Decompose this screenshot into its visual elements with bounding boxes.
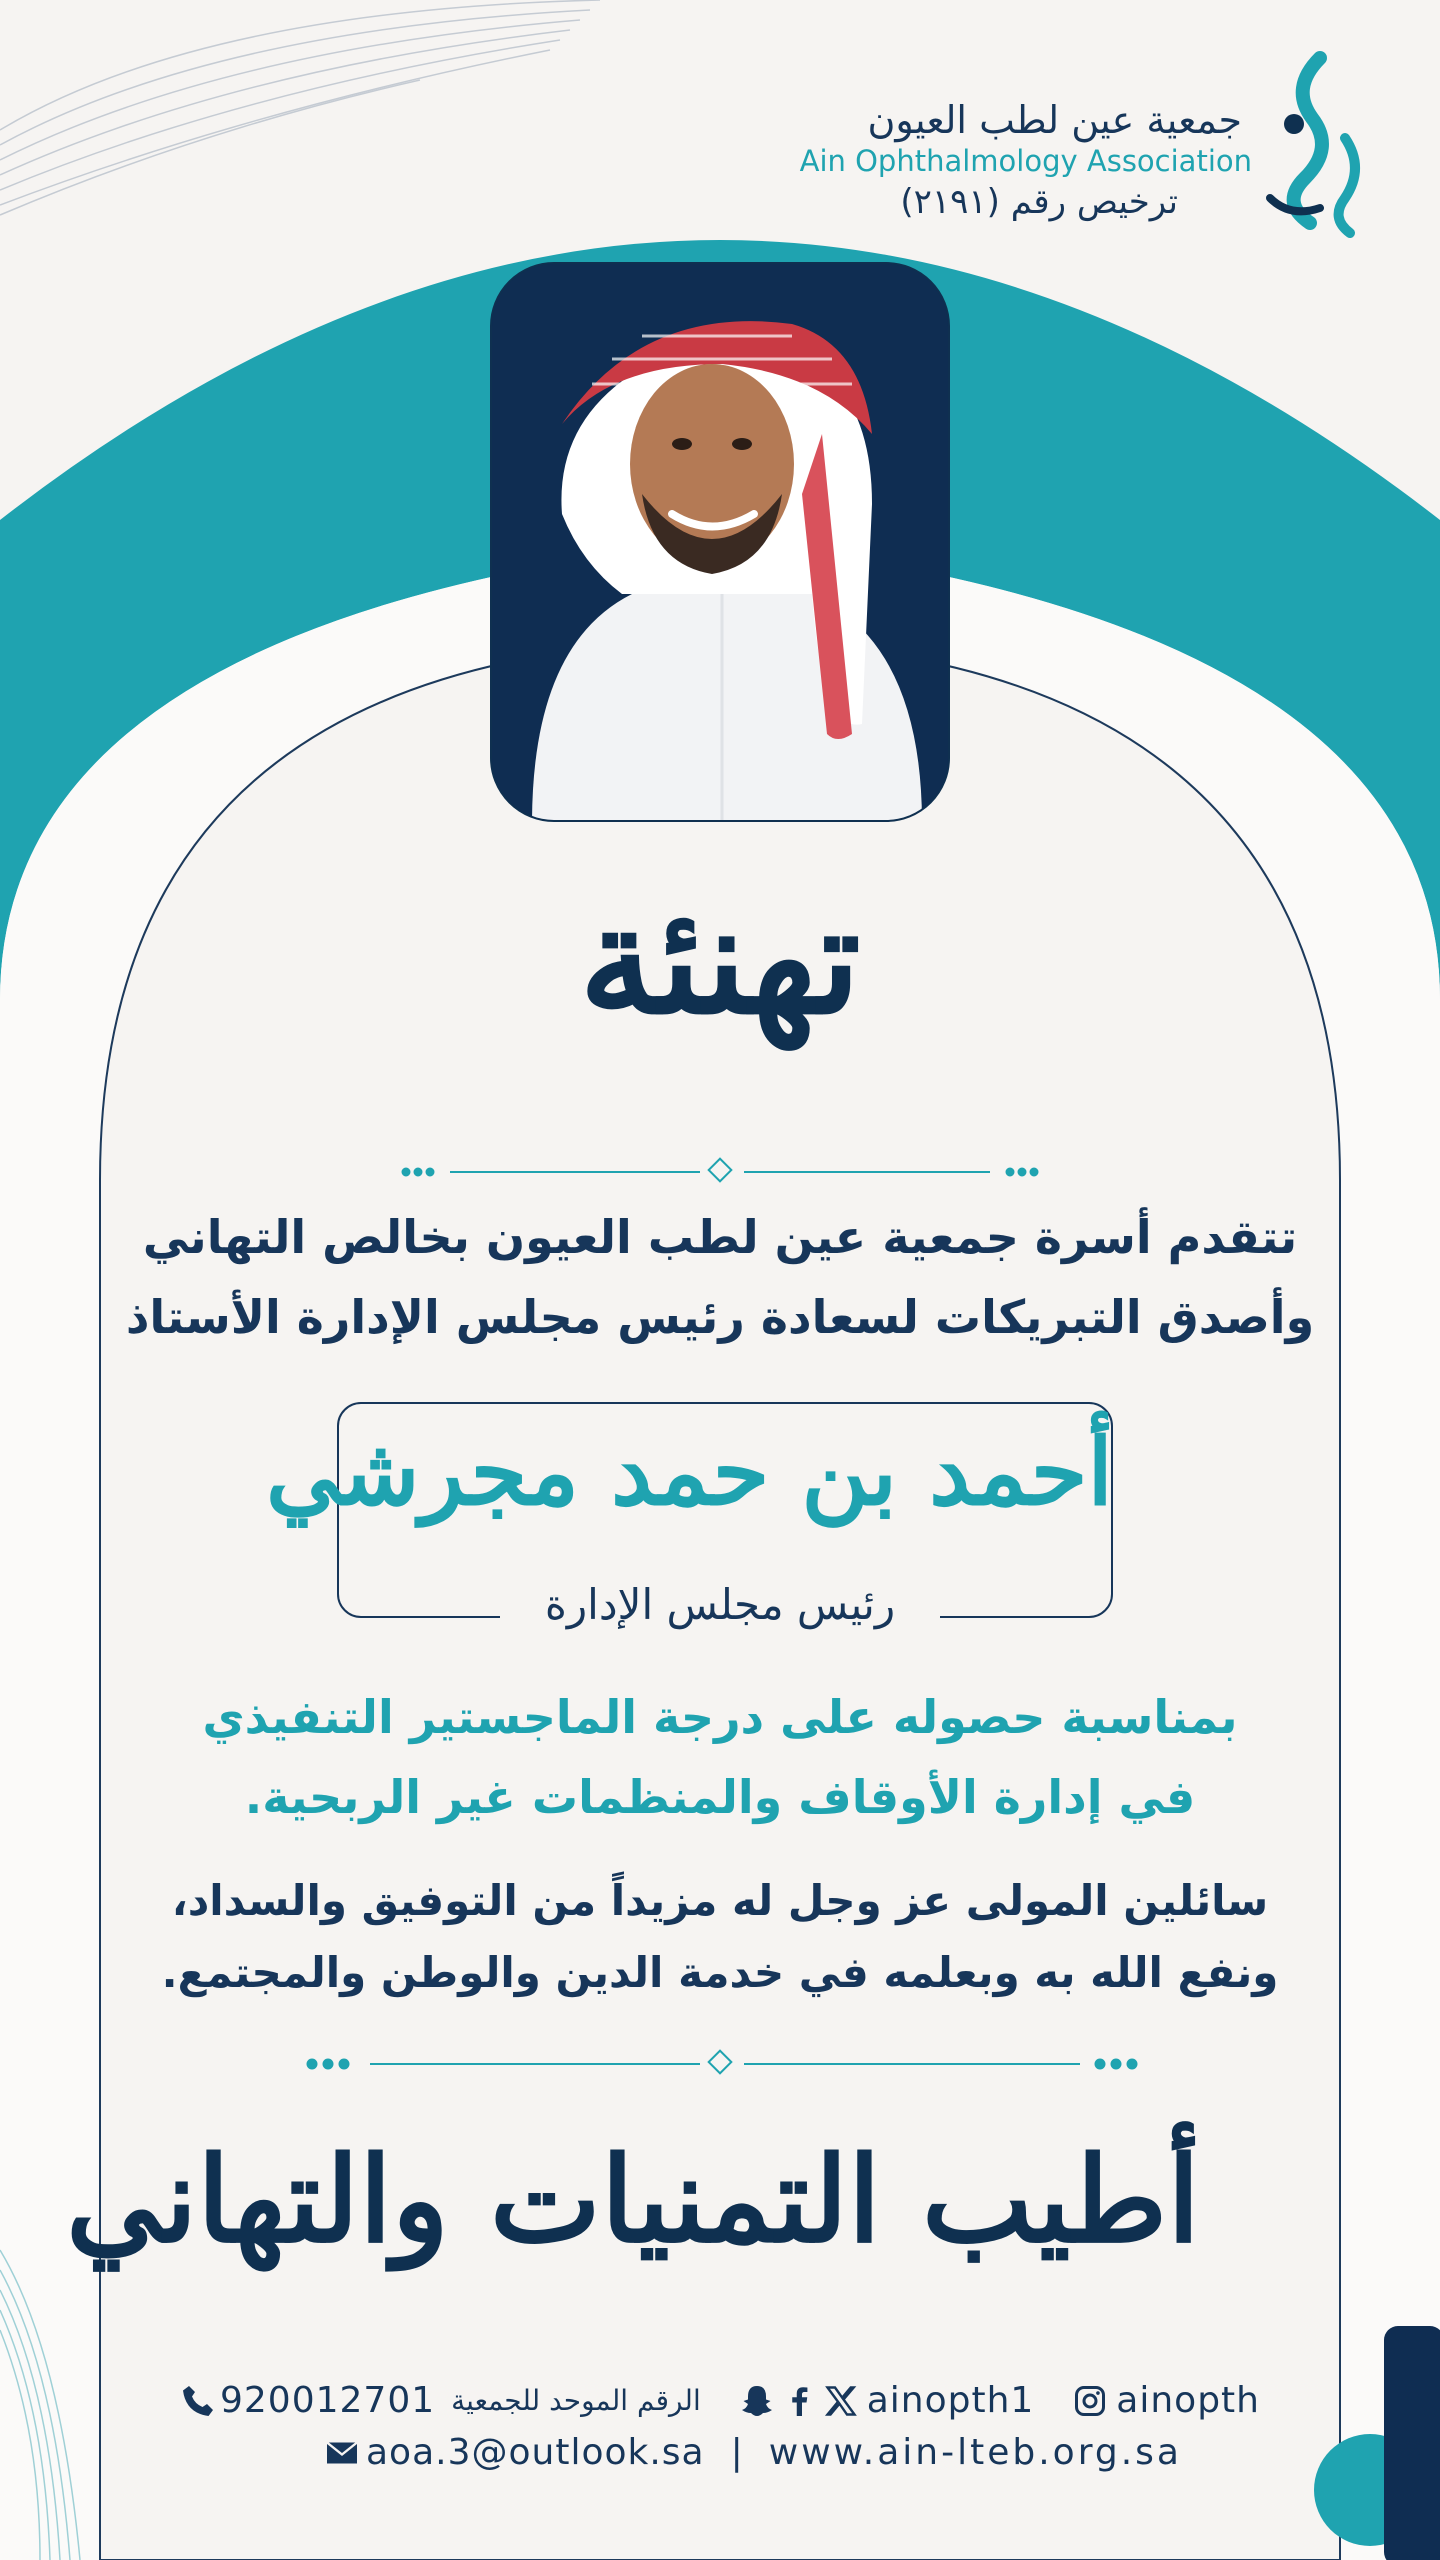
facebook-icon[interactable]	[781, 2383, 817, 2419]
association-logo	[1250, 48, 1380, 238]
honoree-photo	[490, 262, 950, 822]
honoree-position: رئيس مجلس الإدارة	[500, 1580, 940, 1629]
occasion-line-2: في إدارة الأوقاف والمنظمات غير الربحية.	[244, 1770, 1196, 1824]
social-group-2	[1072, 2380, 1260, 2421]
footer-separator: |	[730, 2432, 743, 2473]
closing-wishes: أطيب التمنيات والتهاني	[65, 2130, 1200, 2269]
org-name-arabic: جمعية عين لطب العيون	[867, 98, 1242, 142]
congratulations-title: تهنئة	[579, 872, 861, 1048]
intro-line-2: وأصدق التبريكات لسعادة رئيس مجلس الإدارة الأستاذ	[125, 1290, 1315, 1344]
email-icon	[324, 2435, 360, 2471]
phone-label: الرقم الموحد للجمعية	[451, 2384, 701, 2417]
navy-bar-decoration	[1384, 2326, 1440, 2560]
snapchat-icon[interactable]	[739, 2383, 775, 2419]
portrait-illustration	[492, 264, 950, 822]
occasion-line-1: بمناسبة حصوله على درجة الماجستير التنفيذي	[202, 1690, 1238, 1744]
license-number: ترخيص رقم (٢١٩١)	[900, 182, 1178, 222]
footer-contact-row	[180, 2380, 1260, 2421]
prayer-line-1: سائلين المولى عز وجل له مزيداً من التوفيق والسداد،	[171, 1876, 1269, 1925]
social-handle-1[interactable]: ainopth1	[866, 2380, 1035, 2421]
prayer-line-2: ونفع الله به وبعلمه في خدمة الدين والوطن والمجتمع.	[161, 1948, 1279, 1997]
footer-web-row	[324, 2432, 1182, 2473]
honoree-name: أحمد بن حمد مجرشي	[265, 1418, 1113, 1526]
phone-number[interactable]: 920012701	[220, 2380, 436, 2421]
social-group-1	[739, 2380, 1035, 2421]
intro-line-1: تتقدم أسرة جمعية عين لطب العيون بخالص التهاني	[142, 1210, 1298, 1264]
x-icon[interactable]	[823, 2383, 859, 2419]
instagram-icon[interactable]	[1072, 2383, 1108, 2419]
org-name-english: Ain Ophthalmology Association	[799, 144, 1252, 178]
phone-group	[180, 2380, 701, 2421]
website-url[interactable]: www.ain-lteb.org.sa	[768, 2432, 1182, 2473]
email-address[interactable]: aoa.3@outlook.sa	[366, 2432, 705, 2473]
phone-icon	[180, 2383, 216, 2419]
social-handle-2[interactable]: ainopth	[1116, 2380, 1260, 2421]
